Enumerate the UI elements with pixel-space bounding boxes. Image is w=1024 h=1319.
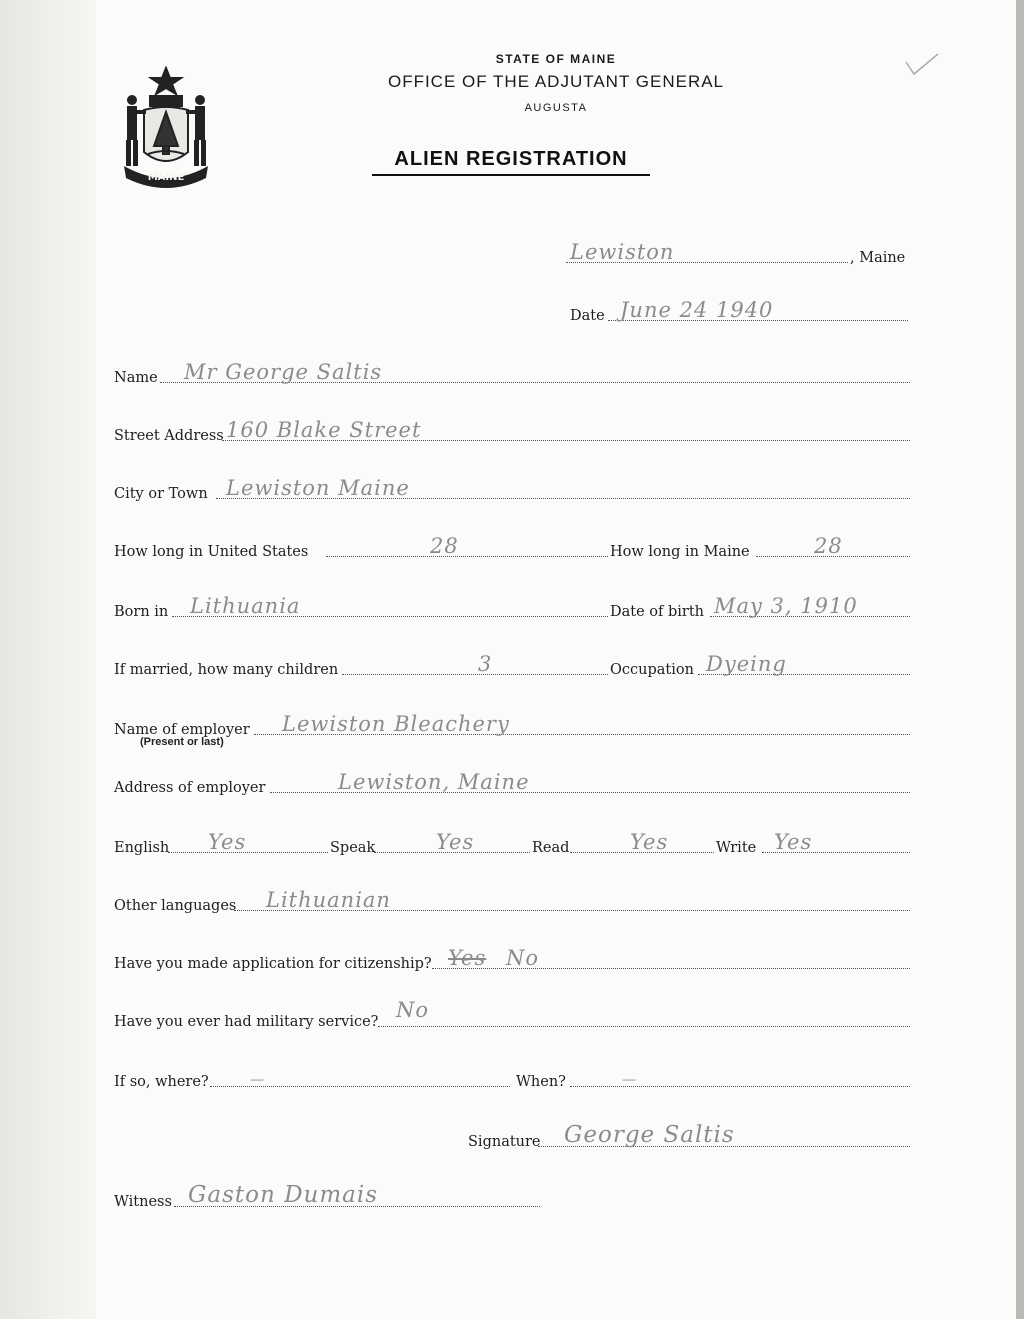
- office-heading: OFFICE OF THE ADJUTANT GENERAL: [387, 72, 725, 91]
- name-row: [114, 360, 910, 386]
- form-title: ALIEN REGISTRATION: [372, 148, 650, 176]
- other-languages-row: [114, 888, 910, 914]
- other-languages-value[interactable]: Lithuanian: [266, 888, 391, 912]
- name-value[interactable]: Mr George Saltis: [184, 360, 383, 384]
- occupation-label: Occupation: [610, 662, 694, 678]
- street-address-value[interactable]: 160 Blake Street: [226, 418, 422, 442]
- read-label: Read: [532, 840, 570, 856]
- english-label: English: [114, 840, 170, 856]
- date-value[interactable]: June 24 1940: [620, 298, 774, 322]
- employer-name-value[interactable]: Lewiston Bleachery: [282, 712, 510, 736]
- signature-row: [468, 1124, 910, 1150]
- english-value[interactable]: Yes: [208, 830, 247, 854]
- military-row: [114, 998, 910, 1030]
- citizenship-row: [114, 946, 910, 972]
- city-row: [114, 476, 910, 502]
- where-label: If so, where?: [114, 1074, 209, 1090]
- city-value[interactable]: Lewiston Maine: [226, 476, 410, 500]
- date-row: [570, 298, 910, 324]
- born-in-label: Born in: [114, 604, 169, 620]
- scan-edge: [1016, 0, 1024, 1319]
- place-suffix: , Maine: [850, 250, 906, 266]
- speak-label: Speak: [330, 840, 376, 856]
- when-value[interactable]: —: [622, 1072, 637, 1088]
- employer-address-value[interactable]: Lewiston, Maine: [338, 770, 530, 794]
- street-address-row: [114, 418, 910, 444]
- signature-value[interactable]: George Saltis: [564, 1122, 735, 1148]
- occupation-value[interactable]: Dyeing: [706, 652, 787, 676]
- children-label: If married, how many children: [114, 662, 339, 678]
- citizenship-value[interactable]: No: [506, 946, 540, 970]
- check-mark-icon: [904, 52, 940, 76]
- state-heading: STATE OF MAINE: [495, 52, 617, 66]
- city-heading: AUGUSTA: [524, 102, 588, 114]
- employer-name-row: [114, 712, 910, 738]
- employer-name-label: Name of employer: [114, 722, 250, 738]
- name-label: Name: [114, 370, 158, 386]
- children-dots: [342, 674, 608, 675]
- when-label: When?: [516, 1074, 566, 1090]
- english-row: [114, 830, 910, 856]
- witness-row: [114, 1184, 542, 1210]
- birth-row: [114, 594, 910, 620]
- how-long-us-value[interactable]: 28: [430, 534, 459, 558]
- place-value[interactable]: Lewiston: [570, 240, 675, 264]
- read-value[interactable]: Yes: [630, 830, 669, 854]
- registration-form-page: [96, 0, 1016, 1319]
- citizenship-label: Have you made application for citizenship?: [114, 956, 432, 972]
- date-of-birth-label: Date of birth: [610, 604, 705, 620]
- scan-margin: [0, 0, 96, 1319]
- other-languages-label: Other languages: [114, 898, 237, 914]
- employer-name-sublabel: (Present or last): [140, 736, 224, 748]
- where-when-row: [114, 1064, 910, 1090]
- citizenship-dots: [432, 968, 910, 969]
- family-occupation-row: [114, 652, 910, 678]
- children-value[interactable]: 3: [478, 652, 493, 676]
- street-address-label: Street Address: [114, 428, 224, 444]
- svg-text:MAINE: MAINE: [147, 172, 185, 183]
- signature-label: Signature: [468, 1134, 541, 1150]
- speak-value[interactable]: Yes: [436, 830, 475, 854]
- residence-duration-row: [114, 534, 910, 560]
- how-long-us-dots: [326, 556, 608, 557]
- where-value[interactable]: —: [250, 1072, 265, 1088]
- employer-address-label: Address of employer: [114, 780, 266, 796]
- military-label: Have you ever had military service?: [114, 1014, 379, 1030]
- witness-label: Witness: [114, 1194, 172, 1210]
- how-long-maine-label: How long in Maine: [610, 544, 750, 560]
- place-row: [566, 240, 916, 266]
- employer-address-row: [114, 770, 910, 796]
- citizenship-struck-value: Yes: [448, 946, 487, 970]
- military-dots: [378, 1026, 910, 1027]
- english-dots: [168, 852, 328, 853]
- when-dots: [570, 1086, 910, 1087]
- how-long-maine-value[interactable]: 28: [814, 534, 843, 558]
- how-long-us-label: How long in United States: [114, 544, 309, 560]
- write-label: Write: [716, 840, 757, 856]
- military-value[interactable]: No: [396, 998, 430, 1022]
- date-label: Date: [570, 308, 605, 324]
- born-in-value[interactable]: Lithuania: [190, 594, 301, 618]
- date-of-birth-value[interactable]: May 3, 1910: [714, 594, 858, 618]
- witness-value[interactable]: Gaston Dumais: [188, 1182, 379, 1208]
- city-label: City or Town: [114, 486, 208, 502]
- write-value[interactable]: Yes: [774, 830, 813, 854]
